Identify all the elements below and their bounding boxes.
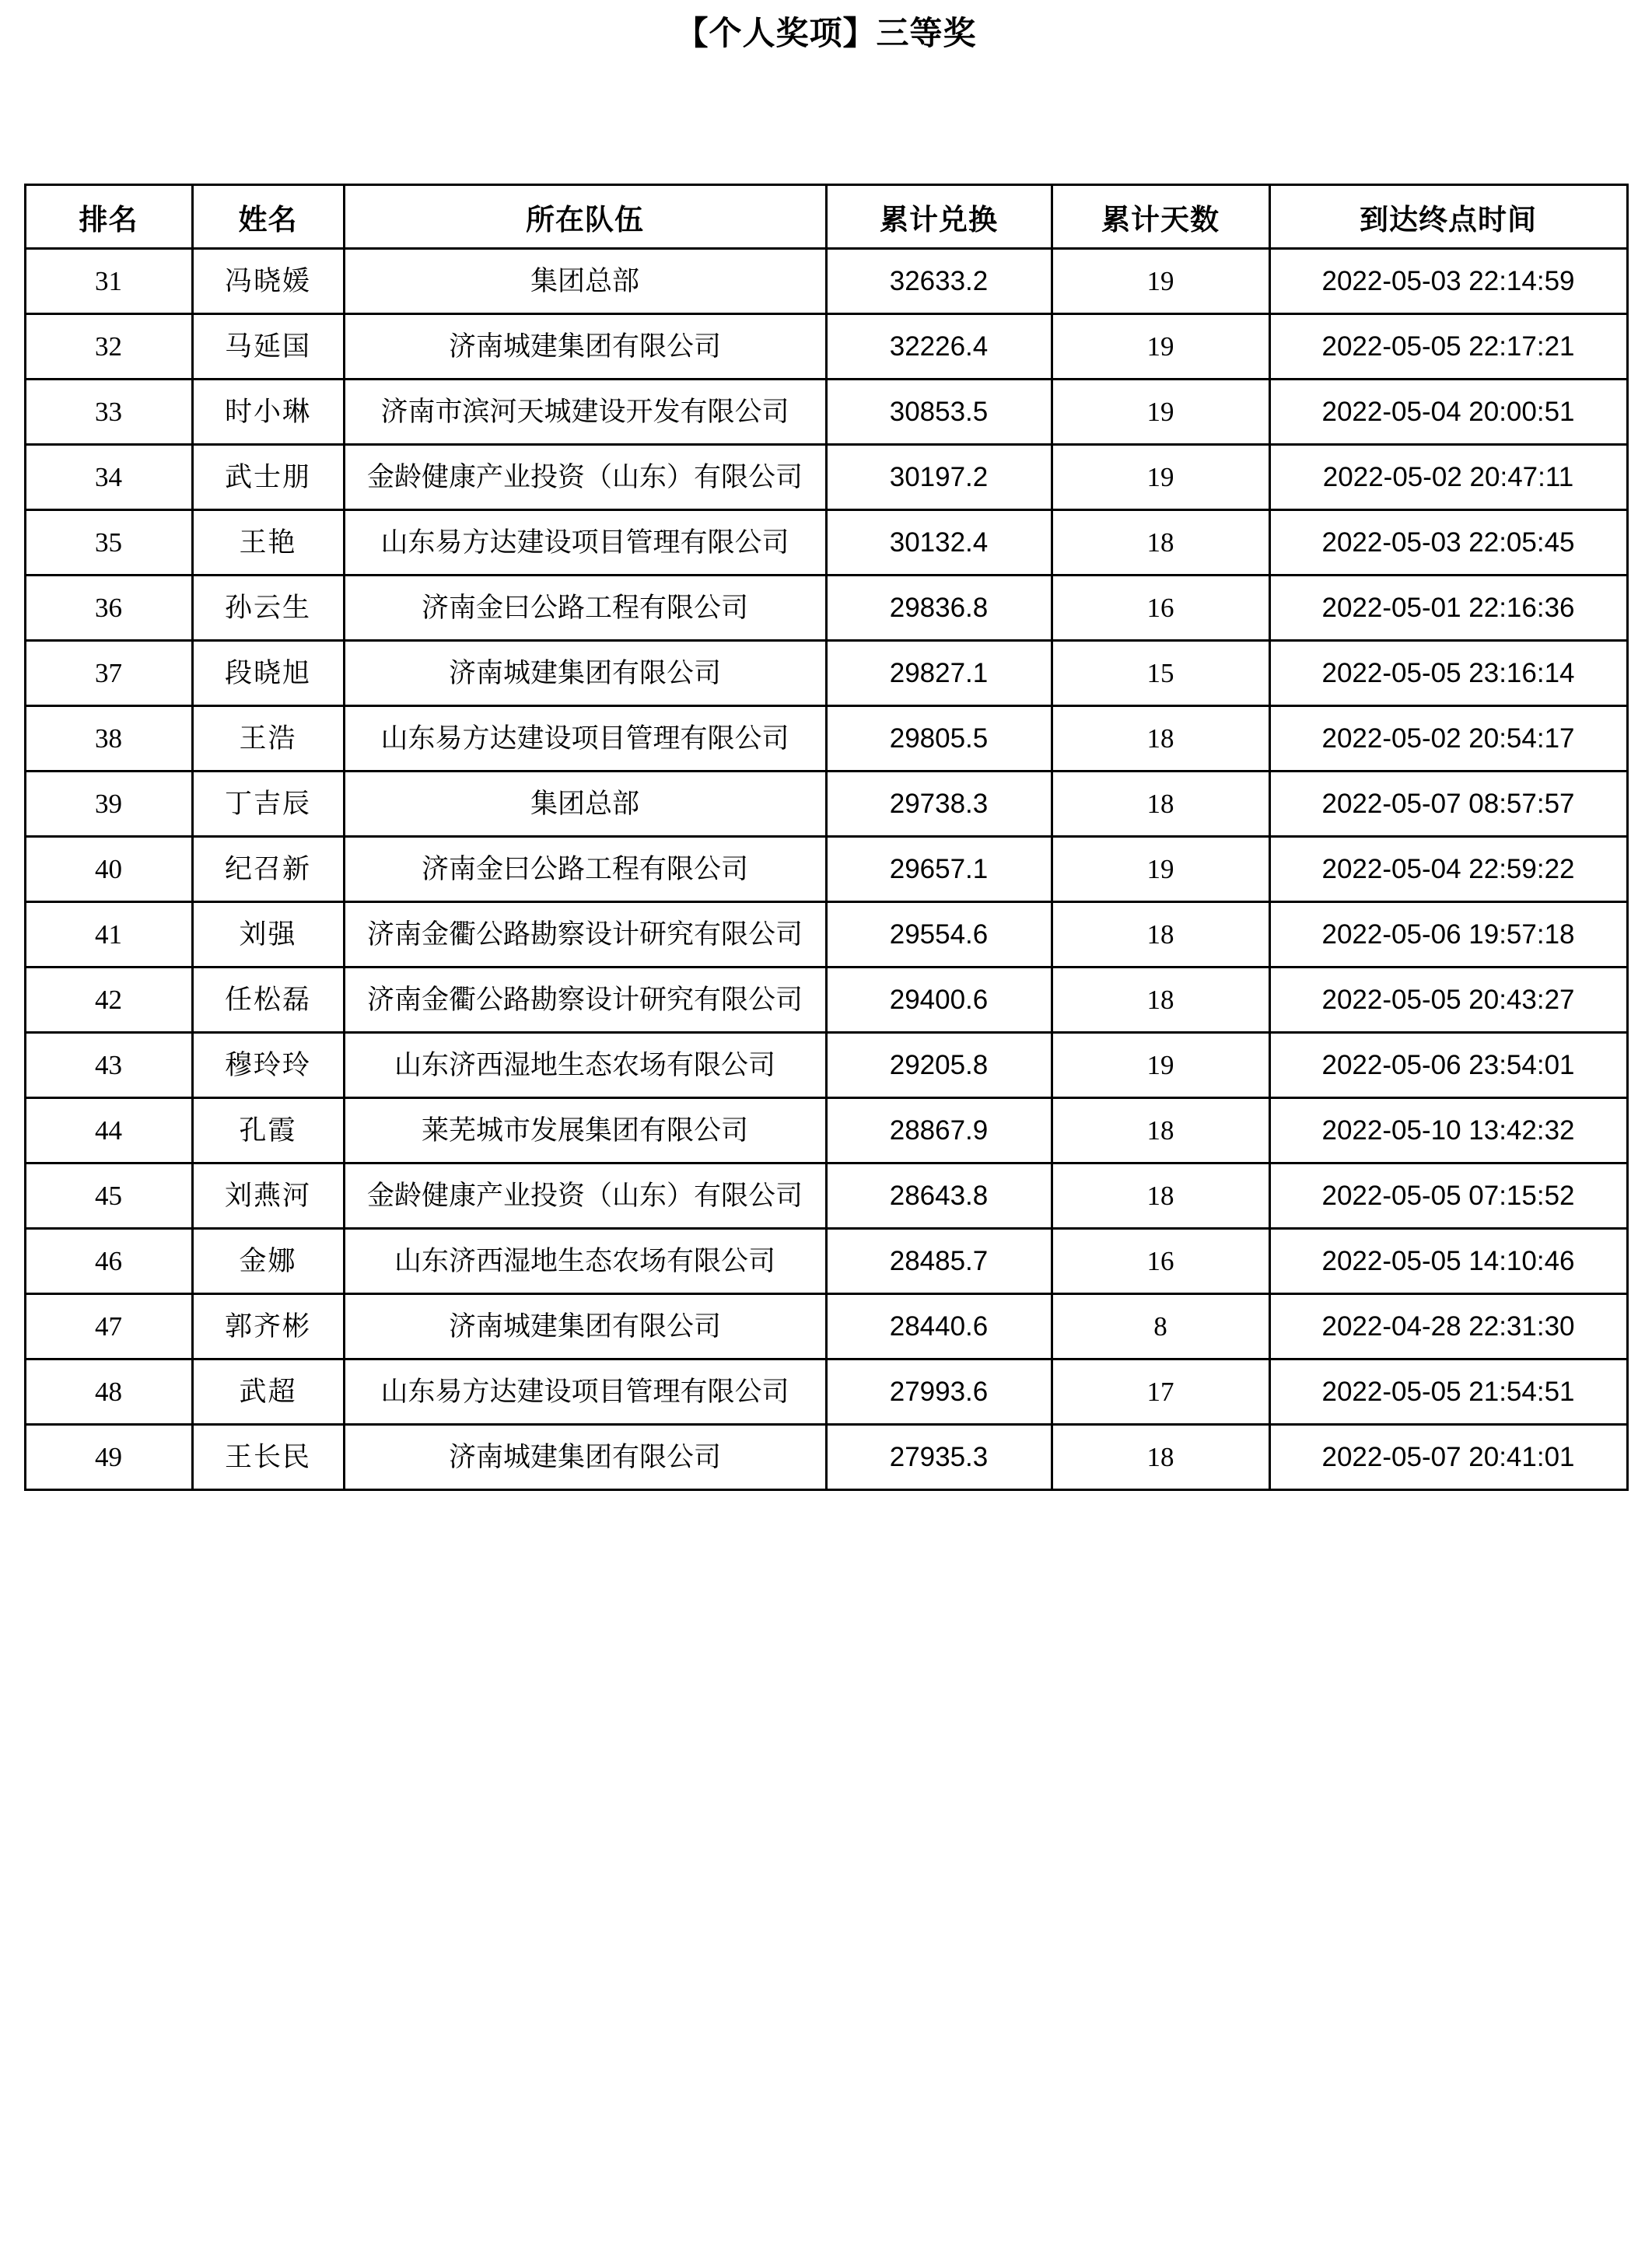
cell-points: 28867.9 (826, 1098, 1052, 1163)
cell-rank: 47 (25, 1294, 192, 1359)
cell-points: 28643.8 (826, 1163, 1052, 1229)
cell-finish-time: 2022-05-05 21:54:51 (1269, 1359, 1627, 1425)
cell-days: 8 (1052, 1294, 1269, 1359)
cell-points: 29657.1 (826, 837, 1052, 902)
cell-days: 15 (1052, 641, 1269, 706)
cell-finish-time: 2022-05-06 19:57:18 (1269, 902, 1627, 968)
cell-rank: 45 (25, 1163, 192, 1229)
cell-team: 济南城建集团有限公司 (344, 1425, 826, 1490)
cell-points: 30132.4 (826, 510, 1052, 576)
cell-team: 济南市滨河天城建设开发有限公司 (344, 380, 826, 445)
cell-team: 山东济西湿地生态农场有限公司 (344, 1229, 826, 1294)
cell-team: 济南城建集团有限公司 (344, 1294, 826, 1359)
cell-rank: 40 (25, 837, 192, 902)
cell-finish-time: 2022-05-05 20:43:27 (1269, 968, 1627, 1033)
cell-days: 18 (1052, 1163, 1269, 1229)
table-row (25, 314, 1627, 380)
cell-name: 丁吉辰 (192, 772, 344, 837)
cell-points: 30853.5 (826, 380, 1052, 445)
column-header-finish-time: 到达终点时间 (1269, 185, 1627, 249)
cell-finish-time: 2022-05-04 20:00:51 (1269, 380, 1627, 445)
cell-finish-time: 2022-05-10 13:42:32 (1269, 1098, 1627, 1163)
cell-team: 山东易方达建设项目管理有限公司 (344, 1359, 826, 1425)
table-row (25, 1294, 1627, 1359)
cell-name: 郭齐彬 (192, 1294, 344, 1359)
cell-finish-time: 2022-05-05 23:16:14 (1269, 641, 1627, 706)
page-title: 【个人奖项】三等奖 (675, 15, 977, 51)
cell-points: 29805.5 (826, 706, 1052, 772)
cell-points: 29738.3 (826, 772, 1052, 837)
cell-team: 山东易方达建设项目管理有限公司 (344, 706, 826, 772)
cell-name: 武士朋 (192, 445, 344, 510)
cell-name: 穆玲玲 (192, 1033, 344, 1098)
table-row (25, 380, 1627, 445)
cell-points: 29400.6 (826, 968, 1052, 1033)
cell-finish-time: 2022-05-05 07:15:52 (1269, 1163, 1627, 1229)
cell-days: 19 (1052, 1033, 1269, 1098)
cell-name: 纪召新 (192, 837, 344, 902)
cell-days: 19 (1052, 380, 1269, 445)
cell-name: 武超 (192, 1359, 344, 1425)
cell-days: 18 (1052, 968, 1269, 1033)
cell-finish-time: 2022-05-03 22:05:45 (1269, 510, 1627, 576)
cell-team: 集团总部 (344, 249, 826, 314)
cell-days: 18 (1052, 706, 1269, 772)
table-row (25, 1229, 1627, 1294)
cell-finish-time: 2022-05-06 23:54:01 (1269, 1033, 1627, 1098)
table-row (25, 445, 1627, 510)
cell-team: 济南城建集团有限公司 (344, 314, 826, 380)
cell-team: 济南金曰公路工程有限公司 (344, 576, 826, 641)
cell-rank: 36 (25, 576, 192, 641)
cell-rank: 41 (25, 902, 192, 968)
cell-days: 19 (1052, 314, 1269, 380)
cell-name: 时小琳 (192, 380, 344, 445)
table-body (25, 249, 1627, 1490)
cell-team: 山东济西湿地生态农场有限公司 (344, 1033, 826, 1098)
cell-points: 30197.2 (826, 445, 1052, 510)
cell-finish-time: 2022-05-01 22:16:36 (1269, 576, 1627, 641)
cell-rank: 38 (25, 706, 192, 772)
cell-points: 28440.6 (826, 1294, 1052, 1359)
cell-rank: 34 (25, 445, 192, 510)
cell-days: 16 (1052, 576, 1269, 641)
cell-points: 27993.6 (826, 1359, 1052, 1425)
cell-points: 29554.6 (826, 902, 1052, 968)
table-row (25, 706, 1627, 772)
cell-rank: 33 (25, 380, 192, 445)
cell-team: 济南金衢公路勘察设计研究有限公司 (344, 968, 826, 1033)
table-row (25, 510, 1627, 576)
cell-points: 32226.4 (826, 314, 1052, 380)
cell-rank: 44 (25, 1098, 192, 1163)
cell-finish-time: 2022-05-05 22:17:21 (1269, 314, 1627, 380)
cell-team: 济南城建集团有限公司 (344, 641, 826, 706)
column-header-rank: 排名 (25, 185, 192, 249)
column-header-name: 姓名 (192, 185, 344, 249)
cell-name: 孔霞 (192, 1098, 344, 1163)
cell-finish-time: 2022-05-04 22:59:22 (1269, 837, 1627, 902)
cell-rank: 43 (25, 1033, 192, 1098)
cell-points: 29836.8 (826, 576, 1052, 641)
cell-rank: 35 (25, 510, 192, 576)
cell-name: 刘强 (192, 902, 344, 968)
cell-rank: 39 (25, 772, 192, 837)
cell-name: 金娜 (192, 1229, 344, 1294)
cell-rank: 42 (25, 968, 192, 1033)
table-row (25, 1098, 1627, 1163)
cell-finish-time: 2022-05-07 08:57:57 (1269, 772, 1627, 837)
cell-name: 刘燕河 (192, 1163, 344, 1229)
cell-team: 金龄健康产业投资（山东）有限公司 (344, 1163, 826, 1229)
cell-rank: 46 (25, 1229, 192, 1294)
cell-rank: 32 (25, 314, 192, 380)
table-header (25, 185, 1627, 249)
cell-days: 19 (1052, 445, 1269, 510)
cell-days: 19 (1052, 837, 1269, 902)
cell-days: 18 (1052, 902, 1269, 968)
cell-rank: 31 (25, 249, 192, 314)
cell-name: 段晓旭 (192, 641, 344, 706)
table-header-row (25, 185, 1627, 249)
cell-points: 29827.1 (826, 641, 1052, 706)
cell-points: 32633.2 (826, 249, 1052, 314)
table-row (25, 576, 1627, 641)
cell-team: 济南金曰公路工程有限公司 (344, 837, 826, 902)
cell-rank: 49 (25, 1425, 192, 1490)
column-header-team: 所在队伍 (344, 185, 826, 249)
cell-days: 18 (1052, 772, 1269, 837)
cell-name: 王艳 (192, 510, 344, 576)
column-header-points: 累计兑换 (826, 185, 1052, 249)
cell-days: 18 (1052, 1425, 1269, 1490)
cell-days: 16 (1052, 1229, 1269, 1294)
cell-points: 27935.3 (826, 1425, 1052, 1490)
table-row (25, 1359, 1627, 1425)
cell-days: 18 (1052, 1098, 1269, 1163)
cell-points: 28485.7 (826, 1229, 1052, 1294)
table-row (25, 902, 1627, 968)
cell-name: 马延国 (192, 314, 344, 380)
cell-team: 集团总部 (344, 772, 826, 837)
cell-finish-time: 2022-05-02 20:47:11 (1269, 445, 1627, 510)
column-header-days: 累计天数 (1052, 185, 1269, 249)
cell-team: 金龄健康产业投资（山东）有限公司 (344, 445, 826, 510)
cell-days: 19 (1052, 249, 1269, 314)
cell-finish-time: 2022-05-02 20:54:17 (1269, 706, 1627, 772)
table-row (25, 1425, 1627, 1490)
cell-team: 山东易方达建设项目管理有限公司 (344, 510, 826, 576)
cell-name: 孙云生 (192, 576, 344, 641)
table-row (25, 837, 1627, 902)
cell-team: 莱芜城市发展集团有限公司 (344, 1098, 826, 1163)
cell-days: 17 (1052, 1359, 1269, 1425)
table-row (25, 641, 1627, 706)
cell-name: 冯晓媛 (192, 249, 344, 314)
cell-finish-time: 2022-05-03 22:14:59 (1269, 249, 1627, 314)
cell-rank: 37 (25, 641, 192, 706)
cell-finish-time: 2022-04-28 22:31:30 (1269, 1294, 1627, 1359)
table-row (25, 772, 1627, 837)
cell-points: 29205.8 (826, 1033, 1052, 1098)
cell-name: 任松磊 (192, 968, 344, 1033)
cell-days: 18 (1052, 510, 1269, 576)
table-row (25, 968, 1627, 1033)
cell-team: 济南金衢公路勘察设计研究有限公司 (344, 902, 826, 968)
cell-name: 王长民 (192, 1425, 344, 1490)
table-row (25, 1163, 1627, 1229)
cell-finish-time: 2022-05-07 20:41:01 (1269, 1425, 1627, 1490)
award-ranking-table (24, 184, 1629, 1491)
table-row (25, 249, 1627, 314)
cell-rank: 48 (25, 1359, 192, 1425)
table-row (25, 1033, 1627, 1098)
award-table-container (22, 184, 1630, 1491)
cell-finish-time: 2022-05-05 14:10:46 (1269, 1229, 1627, 1294)
cell-name: 王浩 (192, 706, 344, 772)
